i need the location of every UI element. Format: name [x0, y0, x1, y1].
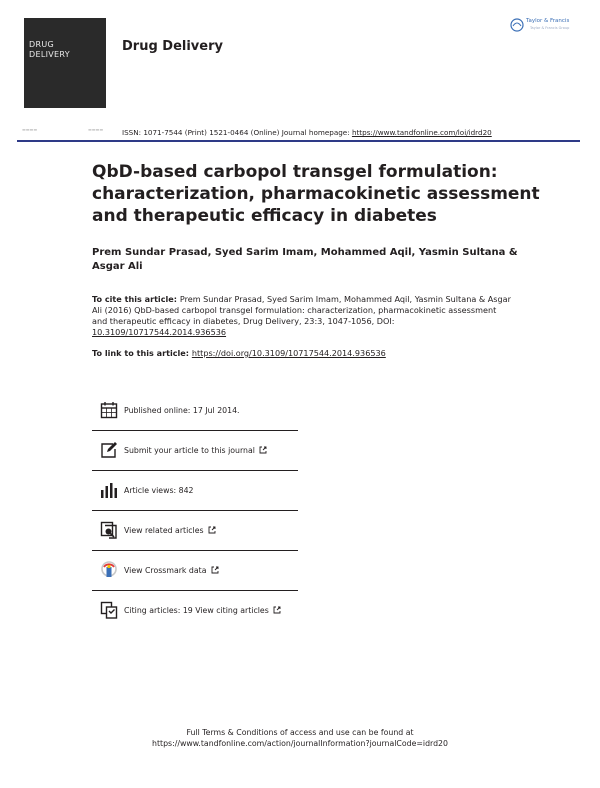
journal-name[interactable]: Drug Delivery — [122, 39, 223, 54]
submit-article-label[interactable]: Submit your article to this journal — [124, 446, 267, 455]
citation-label: To cite this article: — [92, 294, 180, 304]
bar-chart-icon — [100, 481, 118, 499]
external-link-icon — [273, 606, 281, 614]
publisher-logo-icon — [510, 18, 524, 32]
journal-homepage-link[interactable]: https://www.tandfonline.com/loi/idrd20 — [351, 128, 492, 137]
related-articles-item[interactable] — [92, 511, 298, 551]
citation-text: Prem Sundar Prasad, Syed Sarim Imam, Mohammed Aqil, Yasmin Sultana & Asgar Ali (2016) QbD-based carbopol transgel formulation: characterization, pharmacokinetic assessment and therapeutic efficacy in diabetes, Drug Delivery, 23:3, 1047-1056, DOI: — [92, 294, 511, 326]
article-title: QbD-based carbopol transgel formulation: characterization, pharmacokinetic assessment and therapeutic efficacy in diabetes — [92, 162, 540, 226]
header-rule — [17, 140, 580, 142]
crossmark-item[interactable] — [92, 551, 298, 591]
footer-terms — [0, 727, 600, 749]
cover-title-line1: DRUG — [29, 40, 54, 49]
article-authors: Prem Sundar Prasad, Syed Sarim Imam, Mohammed Aqil, Yasmin Sultana & Asgar Ali — [92, 247, 518, 272]
publisher-logo-tagline: Taylor & Francis Group — [530, 26, 570, 30]
pencil-icon — [100, 441, 118, 459]
journal-cover-image — [24, 18, 106, 108]
issn-text: ISSN: 1071-7544 (Print) 1521-0464 (Online) Journal homepage: — [122, 128, 352, 137]
citing-articles-item[interactable] — [92, 591, 298, 631]
article-link-label: To link to this article: — [92, 348, 192, 358]
crossmark-label[interactable]: View Crossmark data — [124, 566, 219, 575]
publisher-logo[interactable] — [510, 17, 586, 37]
calendar-icon — [100, 401, 118, 419]
crossmark-icon — [100, 561, 118, 579]
external-link-icon — [211, 566, 219, 574]
published-online-label: Published online: 17 Jul 2014. — [124, 406, 240, 415]
citation-block — [92, 294, 512, 338]
article-views-item — [92, 471, 298, 511]
article-views-label: Article views: 842 — [124, 486, 194, 495]
faint-mark-left: ▬▬▬▬ — [22, 127, 38, 132]
related-articles-label[interactable]: View related articles — [124, 526, 216, 535]
published-online-item — [92, 391, 298, 431]
faint-mark-right: ▬▬▬▬ — [88, 127, 104, 132]
cover-title-line2: DELIVERY — [29, 50, 70, 59]
issn-line — [122, 128, 492, 137]
citing-articles-label[interactable]: Citing articles: 19 View citing articles — [124, 606, 281, 615]
external-link-icon — [259, 446, 267, 454]
external-link-icon — [208, 526, 216, 534]
citing-icon — [100, 601, 118, 619]
documents-icon — [100, 521, 118, 539]
article-link-url[interactable]: https://doi.org/10.3109/10717544.2014.936536 — [191, 348, 386, 358]
doi-link[interactable]: 10.3109/10717544.2014.936536 — [92, 327, 227, 337]
article-link-line — [92, 348, 386, 358]
footer-line1: Full Terms & Conditions of access and use can be found at — [186, 728, 414, 737]
publisher-logo-name: Taylor & Francis — [526, 18, 570, 24]
submit-article-item[interactable] — [92, 431, 298, 471]
footer-terms-link[interactable]: https://www.tandfonline.com/action/journalInformation?journalCode=idrd20 — [152, 739, 448, 748]
